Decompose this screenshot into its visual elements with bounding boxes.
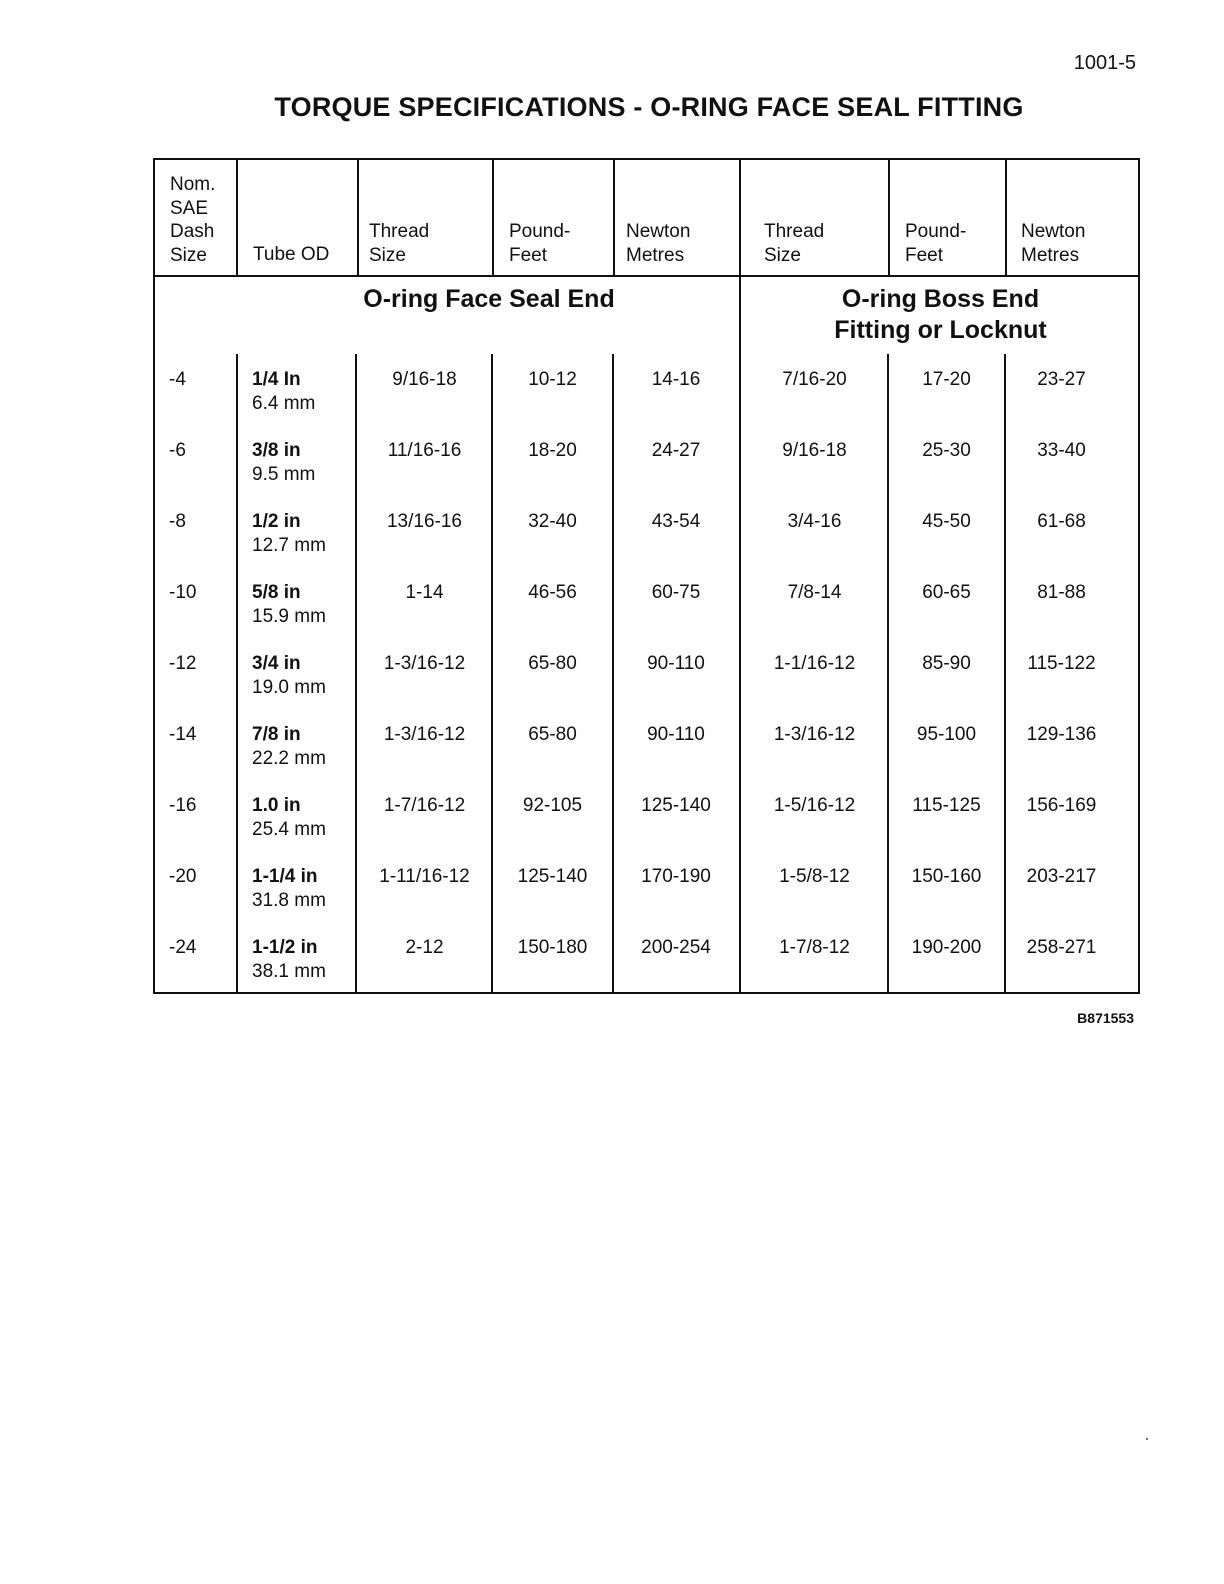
margin-mark: [1146, 1438, 1148, 1440]
col-divider: [1005, 160, 1007, 276]
cell-tube-od: [252, 652, 352, 700]
cell-face-thread-size: 1-3/16-12: [383, 653, 466, 674]
cell-boss-pound-feet: 115-125: [912, 795, 981, 816]
cell-boss-thread-size: 1-7/8-12: [779, 937, 850, 958]
cell-face-pound-feet: 92-105: [522, 795, 583, 816]
cell-dash-size: -12: [169, 653, 197, 674]
col-divider: [492, 160, 494, 276]
header-face-thread: Thread Size: [369, 221, 430, 266]
cell-face-newton-metres: 14-16: [651, 369, 701, 390]
tube-od-inches: 7/8 in: [252, 724, 301, 745]
tube-od-inches: 1/4 In: [252, 369, 301, 390]
col-divider: [888, 160, 890, 276]
cell-boss-pound-feet: 190-200: [911, 937, 982, 958]
section-title-face-seal: O-ring Face Seal End: [363, 285, 615, 313]
cell-face-newton-metres: 90-110: [647, 653, 705, 674]
header-dash-size: Nom. SAE Dash Size: [170, 174, 216, 266]
cell-boss-pound-feet: 17-20: [922, 369, 971, 390]
col-divider: [613, 160, 615, 276]
tube-od-millimetres: 15.9 mm: [252, 606, 326, 627]
cell-boss-pound-feet: 95-100: [916, 724, 977, 745]
tube-od-inches: 3/4 in: [252, 653, 301, 674]
cell-boss-thread-size: 1-1/16-12: [773, 653, 856, 674]
tube-od-inches: 1/2 in: [252, 511, 301, 532]
cell-face-thread-size: 9/16-18: [392, 369, 457, 390]
cell-boss-newton-metres: 129-136: [1026, 724, 1097, 745]
cell-boss-thread-size: 1-5/8-12: [779, 866, 850, 887]
cell-boss-newton-metres: 258-271: [1026, 937, 1097, 958]
header-boss-newton-metres: Newton Metres: [1021, 221, 1086, 266]
cell-tube-od: [252, 510, 352, 558]
cell-face-thread-size: 11/16-16: [387, 440, 462, 461]
cell-face-newton-metres: 60-75: [651, 582, 701, 603]
header-tube-od: Tube OD: [253, 244, 330, 265]
tube-od-millimetres: 19.0 mm: [252, 677, 326, 698]
cell-boss-newton-metres: 61-68: [1037, 511, 1086, 532]
cell-boss-pound-feet: 85-90: [922, 653, 971, 674]
cell-boss-newton-metres: 203-217: [1026, 866, 1097, 887]
cell-face-thread-size: 1-7/16-12: [383, 795, 466, 816]
cell-face-thread-size: 1-11/16-12: [379, 866, 470, 887]
header-boss-pound-feet: Pound- Feet: [905, 221, 967, 266]
tube-od-inches: 1-1/4 in: [252, 866, 318, 887]
cell-face-thread-size: 1-3/16-12: [383, 724, 466, 745]
cell-dash-size: -20: [169, 866, 197, 887]
cell-tube-od: [252, 581, 352, 629]
cell-boss-thread-size: 1-5/16-12: [773, 795, 856, 816]
col-divider: [236, 160, 238, 276]
page-number: 1001-5: [1073, 52, 1136, 74]
cell-face-newton-metres: 90-110: [647, 724, 705, 745]
section-title-boss-end: O-ring Boss End Fitting or Locknut: [834, 285, 1047, 344]
cell-face-pound-feet: 65-80: [528, 724, 577, 745]
tube-od-millimetres: 6.4 mm: [252, 393, 316, 414]
col-divider: [236, 354, 238, 994]
cell-face-pound-feet: 18-20: [528, 440, 577, 461]
tube-od-inches: 5/8 in: [252, 582, 301, 603]
header-divider: [155, 275, 1138, 277]
torque-table: [153, 158, 1140, 994]
cell-boss-pound-feet: 60-65: [922, 582, 971, 603]
cell-dash-size: -24: [169, 937, 197, 958]
cell-boss-pound-feet: 45-50: [922, 511, 971, 532]
header-face-pound-feet: Pound- Feet: [509, 221, 571, 266]
cell-boss-thread-size: 9/16-18: [782, 440, 847, 461]
cell-face-newton-metres: 24-27: [651, 440, 701, 461]
header-face-newton-metres: Newton Metres: [626, 221, 691, 266]
cell-face-thread-size: 2-12: [405, 937, 444, 958]
cell-boss-newton-metres: 81-88: [1037, 582, 1086, 603]
tube-od-millimetres: 38.1 mm: [252, 961, 326, 982]
cell-face-newton-metres: 43-54: [651, 511, 701, 532]
tube-od-millimetres: 31.8 mm: [252, 890, 326, 911]
cell-tube-od: [252, 439, 352, 487]
cell-face-pound-feet: 46-56: [528, 582, 577, 603]
tube-od-millimetres: 9.5 mm: [252, 464, 316, 485]
cell-face-thread-size: 1-14: [405, 582, 444, 603]
cell-tube-od: [252, 368, 352, 416]
tube-od-inches: 1.0 in: [252, 795, 301, 816]
cell-dash-size: -10: [169, 582, 197, 603]
cell-dash-size: -16: [169, 795, 197, 816]
cell-boss-pound-feet: 25-30: [922, 440, 971, 461]
cell-face-thread-size: 13/16-16: [386, 511, 462, 532]
cell-face-newton-metres: 200-254: [641, 937, 711, 958]
cell-boss-newton-metres: 115-122: [1027, 653, 1096, 674]
cell-boss-newton-metres: 33-40: [1037, 440, 1086, 461]
header-boss-thread: Thread Size: [764, 221, 825, 266]
cell-dash-size: -6: [169, 440, 186, 461]
cell-dash-size: -14: [169, 724, 197, 745]
cell-boss-thread-size: 3/4-16: [787, 511, 842, 532]
cell-face-newton-metres: 125-140: [641, 795, 711, 816]
cell-face-pound-feet: 32-40: [528, 511, 577, 532]
cell-tube-od: [252, 794, 352, 842]
cell-boss-pound-feet: 150-160: [911, 866, 982, 887]
cell-tube-od: [252, 723, 352, 771]
cell-boss-newton-metres: 156-169: [1026, 795, 1097, 816]
figure-code: B871553: [1077, 1010, 1134, 1026]
cell-boss-thread-size: 7/8-14: [787, 582, 842, 603]
tube-od-inches: 3/8 in: [252, 440, 301, 461]
cell-boss-thread-size: 1-3/16-12: [773, 724, 856, 745]
cell-face-pound-feet: 125-140: [517, 866, 588, 887]
cell-dash-size: -8: [169, 511, 186, 532]
cell-tube-od: [252, 865, 352, 913]
cell-boss-thread-size: 7/16-20: [782, 369, 847, 390]
cell-face-pound-feet: 65-80: [528, 653, 577, 674]
cell-face-pound-feet: 10-12: [528, 369, 577, 390]
col-divider: [357, 160, 359, 276]
cell-face-pound-feet: 150-180: [517, 937, 588, 958]
tube-od-millimetres: 22.2 mm: [252, 748, 326, 769]
cell-face-newton-metres: 170-190: [641, 866, 711, 887]
tube-od-millimetres: 12.7 mm: [252, 535, 326, 556]
tube-od-millimetres: 25.4 mm: [252, 819, 326, 840]
cell-boss-newton-metres: 23-27: [1037, 369, 1086, 390]
tube-od-inches: 1-1/2 in: [252, 937, 318, 958]
page-title: TORQUE SPECIFICATIONS - O-RING FACE SEAL FITTING: [274, 92, 1024, 122]
cell-tube-od: [252, 936, 352, 984]
cell-dash-size: -4: [169, 369, 186, 390]
